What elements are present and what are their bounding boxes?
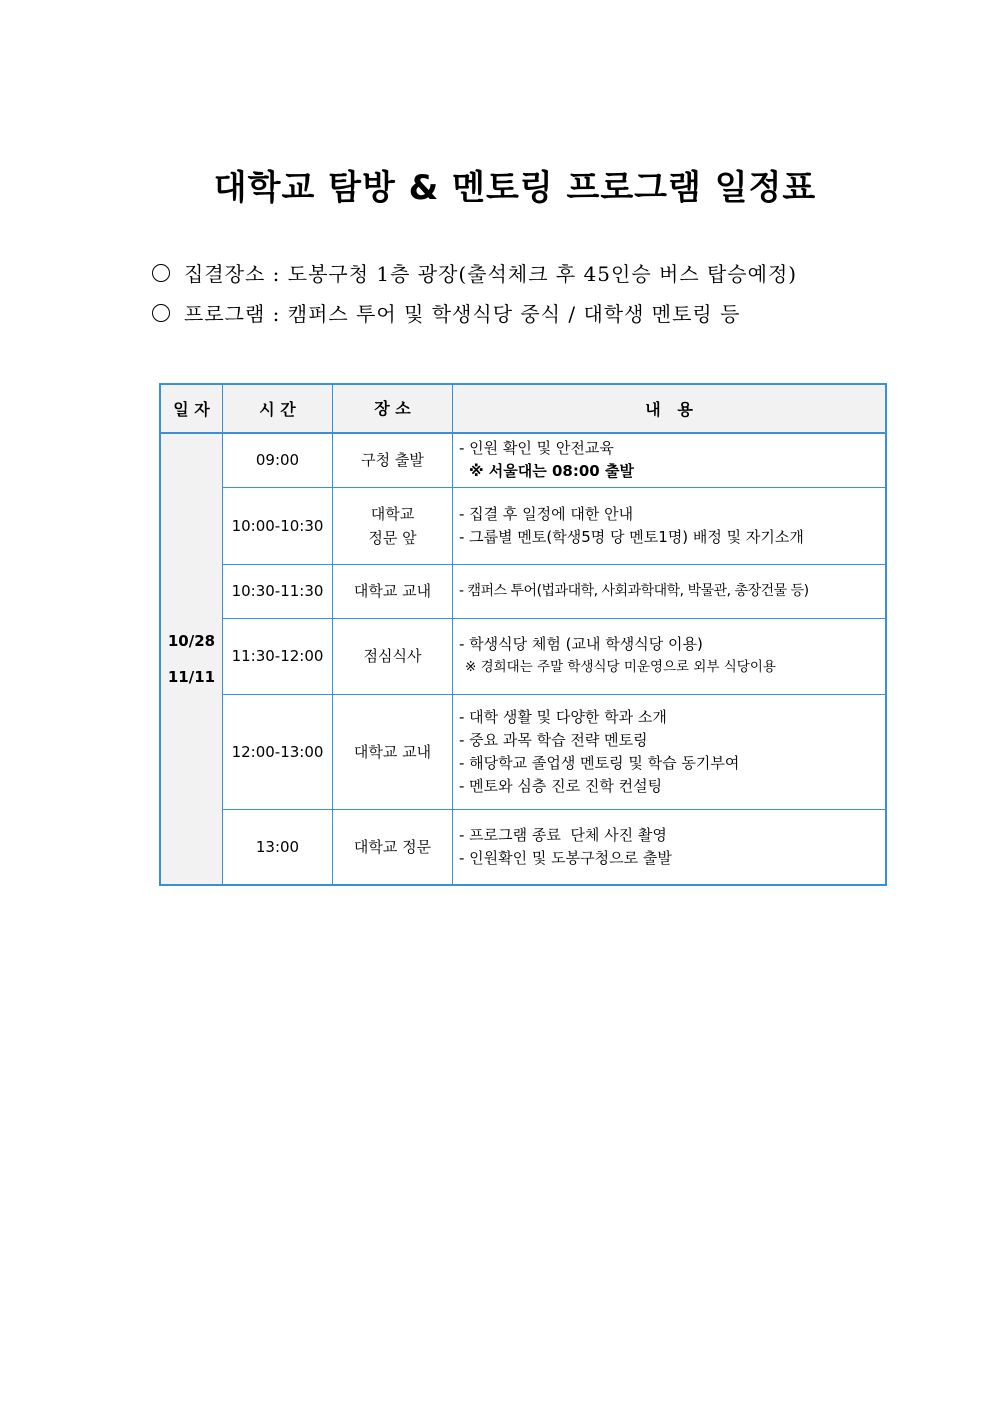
time-cell: 11:30-12:00: [223, 618, 333, 694]
place-cell: [333, 433, 453, 487]
table-row: [160, 564, 886, 618]
date-label: 10/28: [167, 632, 216, 650]
place-text: 대학교 정문: [353, 837, 432, 856]
place-cell: [333, 487, 453, 564]
content-line: - 프로그램 종료 단체 사진 촬영: [459, 825, 667, 844]
content-note: ※ 경희대는 주말 학생식당 미운영으로 외부 식당이용: [465, 659, 776, 675]
info-separator: :: [272, 302, 281, 326]
content-line: - 집결 후 일정에 대한 안내: [459, 504, 634, 523]
date-cell: [160, 433, 223, 885]
table-row: [160, 618, 886, 694]
header-content: 내 용: [453, 384, 887, 433]
circle-bullet-icon: [152, 264, 170, 282]
time-cell: 10:00-10:30: [223, 487, 333, 564]
content-cell: [453, 487, 887, 564]
content-line: - 멘토와 심층 진로 진학 컨설팅: [459, 776, 663, 795]
circle-bullet-icon: [152, 304, 170, 322]
table-row: [160, 487, 886, 564]
time-cell: 12:00-13:00: [223, 694, 333, 809]
content-cell: [453, 809, 887, 885]
content-line: - 인원 확인 및 안전교육: [459, 439, 614, 458]
info-value: 도봉구청 1층 광장(출석체크 후 45인승 버스 탑승예정): [287, 262, 798, 286]
content-cell: [453, 618, 887, 694]
table-header-row: [160, 384, 886, 433]
place-text: 구청 출발: [361, 451, 424, 470]
info-value: 캠퍼스 투어 및 학생식당 중식 / 대학생 멘토링 등: [287, 302, 741, 326]
content-line: - 그룹별 멘토(학생5명 당 멘토1명) 배정 및 자기소개: [459, 527, 804, 546]
place-cell: [333, 618, 453, 694]
table-row: [160, 694, 886, 809]
info-label: 집결장소: [184, 262, 266, 286]
info-separator: :: [272, 262, 281, 286]
place-cell: [333, 564, 453, 618]
place-cell: [333, 809, 453, 885]
info-line-meeting-place: [152, 258, 797, 287]
content-line: - 중요 과목 학습 전략 멘토링: [459, 730, 648, 749]
info-line-program: [152, 298, 740, 327]
content-cell: [453, 694, 887, 809]
info-label: 프로그램: [184, 302, 266, 326]
content-line: - 학생식당 체험 (교내 학생식당 이용): [459, 635, 703, 653]
content-line: - 캠퍼스 투어(법과대학, 사회과학대학, 박물관, 총장건물 등): [459, 582, 809, 599]
content-line: - 대학 생활 및 다양한 학과 소개: [459, 707, 667, 726]
time-cell: 13:00: [223, 809, 333, 885]
place-text: 점심식사: [363, 647, 422, 665]
place-text: 대학교 교내: [353, 582, 432, 600]
schedule-table: [159, 383, 887, 886]
header-place: 장 소: [333, 384, 453, 433]
table-row: [160, 433, 886, 487]
content-line: - 인원확인 및 도봉구청으로 출발: [459, 848, 672, 867]
time-cell: 09:00: [223, 433, 333, 487]
document-title: 대학교 탐방 & 멘토링 프로그램 일정표: [213, 168, 817, 208]
place-text: 대학교: [370, 504, 415, 523]
header-date: 일 자: [160, 384, 223, 433]
content-cell: [453, 433, 887, 487]
content-note: ※ 서울대는 08:00 출발: [469, 462, 634, 481]
place-text: 정문 앞: [368, 528, 417, 547]
content-cell: [453, 564, 887, 618]
header-time: 시 간: [223, 384, 333, 433]
table-row: [160, 809, 886, 885]
date-label: 11/11: [167, 668, 216, 686]
time-cell: 10:30-11:30: [223, 564, 333, 618]
place-text: 대학교 교내: [353, 742, 432, 761]
place-cell: [333, 694, 453, 809]
content-line: - 해당학교 졸업생 멘토링 및 학습 동기부여: [459, 753, 740, 772]
